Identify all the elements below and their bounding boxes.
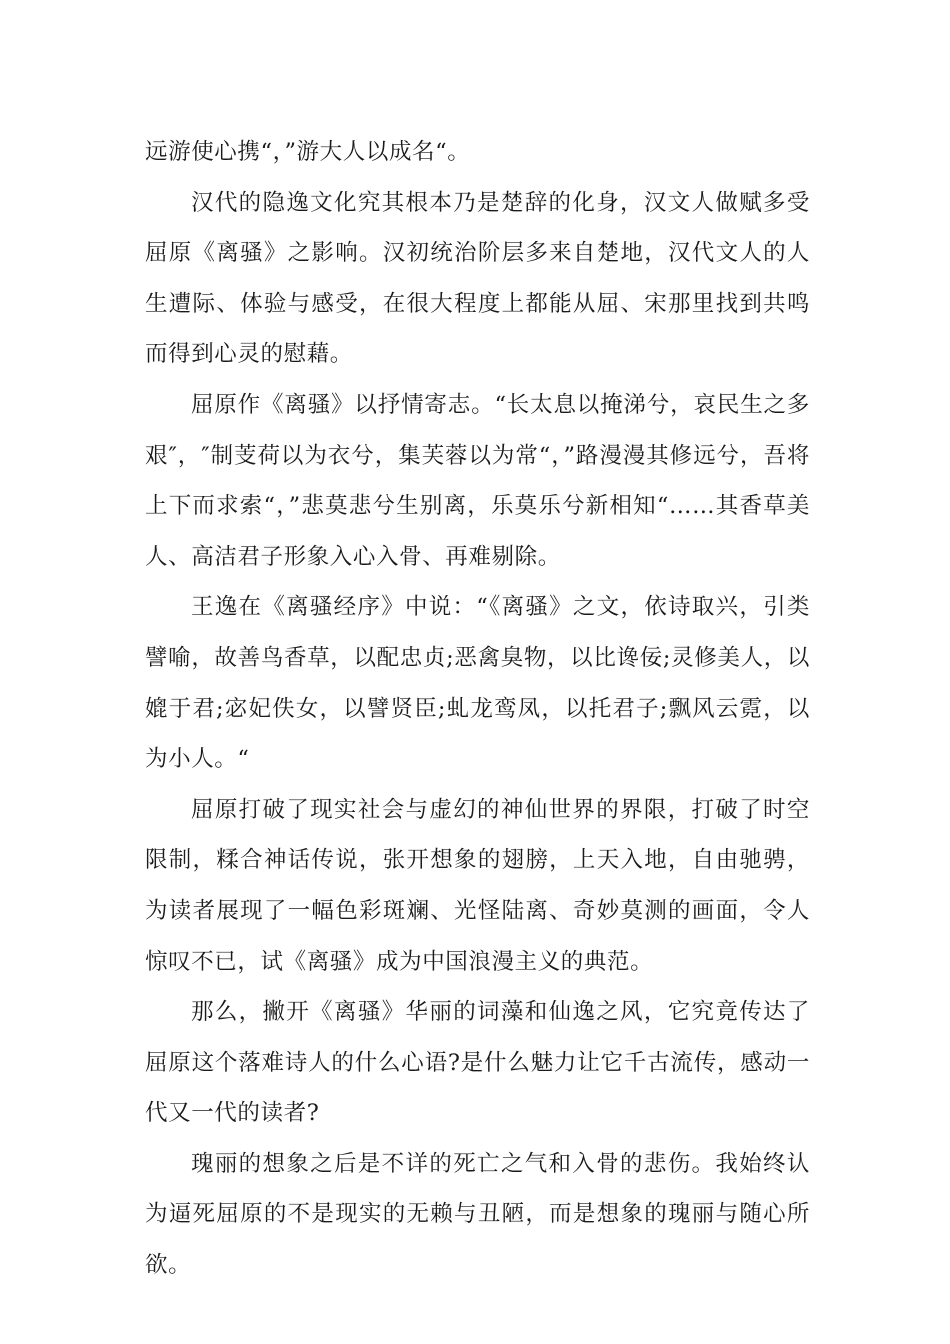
paragraph-qu-yuan-lisao-quotes: 屈原作《离骚》以抒情寄志。“长太息以掩涕兮，哀民生之多艰″，″制芰荷以为衣兮，集芙蓉以为常“，”路漫漫其修远兮，吾将上下而求索“，”悲莫悲兮生别离，乐莫乐兮新相知“……其香草美人、高洁君子形象入心入骨、再难剔除。: [145, 391, 810, 570]
document-body: [145, 127, 810, 1291]
paragraph-question: 那么，撇开《离骚》华丽的词藻和仙逸之风，它究竟传达了屈原这个落难诗人的什么心语?是什么魅力让它千古流传，感动一代又一代的读者?: [145, 999, 810, 1127]
paragraph-han-dynasty-reclusion: 汉代的隐逸文化究其根本乃是楚辞的化身，汉文人做赋多受屈原《离骚》之影响。汉初统治阶层多来自楚地，汉代文人的人生遭际、体验与感受，在很大程度上都能从屈、宋那里找到共鸣而得到心灵的慰藉。: [145, 189, 810, 368]
paragraph-sorrow: 瑰丽的想象之后是不详的死亡之气和入骨的悲伤。我始终认为逼死屈原的不是现实的无赖与丑陋，而是想象的瑰丽与随心所欲。: [145, 1150, 810, 1279]
paragraph-romanticism: 屈原打破了现实社会与虚幻的神仙世界的界限，打破了时空限制，糅合神话传说，张开想象的翅膀，上天入地，自由驰骋，为读者展现了一幅色彩斑斓、光怪陆离、奇妙莫测的画面，令人惊叹不已，试《离骚》成为中国浪漫主义的典范。: [145, 796, 810, 975]
paragraph-continuation: 远游使心携“，”游大人以成名“。: [145, 139, 471, 165]
paragraph-wang-yi-preface: 王逸在《离骚经序》中说：“《离骚》之文，依诗取兴，引类譬喻，故善鸟香草，以配忠贞;恶禽臭物，以比谗佞;灵修美人，以媲于君;宓妃佚女，以譬贤臣;虬龙鸾凤，以托君子;飘风云霓，以为小人。“: [145, 594, 810, 773]
